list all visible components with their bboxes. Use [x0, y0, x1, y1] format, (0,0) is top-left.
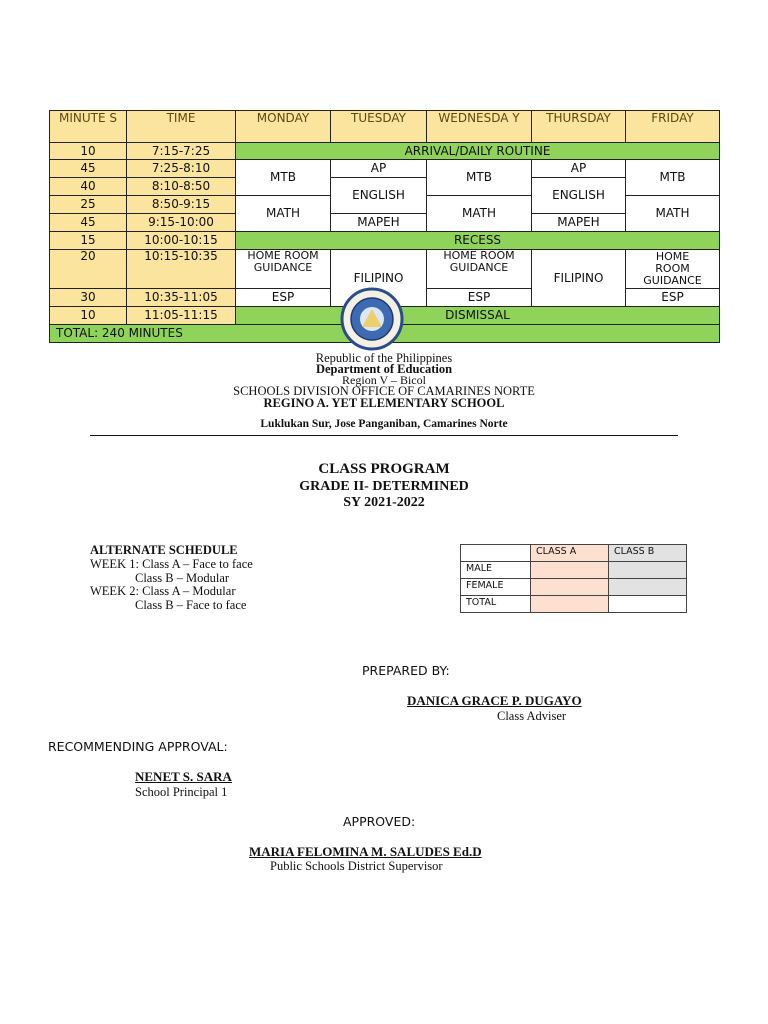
- schedule-header-row: [50, 111, 720, 143]
- adviser-name: DANICA GRACE P. DUGAYO: [407, 693, 582, 708]
- approved-label: APPROVED:: [343, 814, 416, 829]
- female-class-a-cell: [531, 579, 609, 596]
- grade-section: GRADE II- DETERMINED: [299, 479, 469, 494]
- page-title: CLASS PROGRAM: [318, 461, 450, 477]
- recess-cell: RECESS: [236, 232, 720, 250]
- arrival-routine-cell: ARRIVAL/DAILY ROUTINE: [236, 143, 720, 160]
- header-divider: [90, 435, 678, 436]
- tuesday-filipino-cell: FILIPINO: [331, 250, 427, 307]
- minutes-cell: 45: [50, 160, 127, 178]
- tuesday-english-cell: ENGLISH: [331, 178, 427, 214]
- tuesday-mapeh-cell: MAPEH: [331, 214, 427, 232]
- minutes-cell: 40: [50, 178, 127, 196]
- table-row: [50, 143, 720, 160]
- total-label: TOTAL: [461, 596, 531, 613]
- prepared-by-label: PREPARED BY:: [362, 663, 450, 678]
- supervisor-name: MARIA FELOMINA M. SALUDES Ed.D: [249, 844, 482, 859]
- monday-esp-cell: ESP: [236, 289, 331, 307]
- male-class-a-cell: [531, 562, 609, 579]
- total-class-a-cell: [531, 596, 609, 613]
- header-minutes: MINUTE S: [50, 111, 127, 143]
- header-monday: MONDAY: [236, 111, 331, 143]
- supervisor-title: Public Schools District Supervisor: [270, 859, 443, 873]
- male-label: MALE: [461, 562, 531, 579]
- time-cell: 7:25-8:10: [127, 160, 236, 178]
- wednesday-homeroom-cell: HOME ROOM GUIDANCE: [427, 250, 532, 289]
- friday-mtb-cell: MTB: [626, 160, 720, 196]
- female-class-b-cell: [609, 579, 687, 596]
- alternate-line: WEEK 2: Class A – Modular: [90, 584, 236, 598]
- minutes-cell: 10: [50, 307, 127, 325]
- school-name: REGINO A. YET ELEMENTARY SCHOOL: [263, 396, 505, 410]
- table-row: [50, 250, 720, 289]
- friday-math-cell: MATH: [626, 196, 720, 232]
- monday-homeroom-cell: HOME ROOM GUIDANCE: [236, 250, 331, 289]
- monday-mtb-cell: MTB: [236, 160, 331, 196]
- table-row: [50, 178, 720, 196]
- alternate-line: WEEK 1: Class A – Face to face: [90, 557, 253, 571]
- time-cell: 8:10-8:50: [127, 178, 236, 196]
- tuesday-ap-cell: AP: [331, 160, 427, 178]
- header-tuesday: TUESDAY: [331, 111, 427, 143]
- minutes-cell: 10: [50, 143, 127, 160]
- header-time: TIME: [127, 111, 236, 143]
- header-friday: FRIDAY: [626, 111, 720, 143]
- time-cell: 10:15-10:35: [127, 250, 236, 289]
- table-row: [461, 596, 687, 613]
- friday-homeroom-cell: HOME ROOM GUIDANCE: [626, 250, 720, 289]
- enrollment-table: [460, 544, 687, 613]
- wednesday-esp-cell: ESP: [427, 289, 532, 307]
- class-a-header: CLASS A: [531, 545, 609, 562]
- wednesday-math-cell: MATH: [427, 196, 532, 232]
- minutes-cell: 30: [50, 289, 127, 307]
- header-thursday: THURSDAY: [532, 111, 626, 143]
- thursday-filipino-cell: FILIPINO: [532, 250, 626, 307]
- table-row: [461, 562, 687, 579]
- thursday-mapeh-cell: MAPEH: [532, 214, 626, 232]
- school-address: Luklukan Sur, Jose Panganiban, Camarines Norte: [260, 418, 508, 430]
- total-minutes-cell: TOTAL: 240 MINUTES: [50, 325, 720, 343]
- header-wednesday: WEDNESDA Y: [427, 111, 532, 143]
- time-cell: 11:05-11:15: [127, 307, 236, 325]
- time-cell: 8:50-9:15: [127, 196, 236, 214]
- minutes-cell: 15: [50, 232, 127, 250]
- total-class-b-cell: [609, 596, 687, 613]
- recommending-approval-label: RECOMMENDING APPROVAL:: [48, 739, 228, 754]
- table-row: [461, 579, 687, 596]
- department-text: Department of Education: [315, 362, 453, 376]
- alternate-line: Class B – Face to face: [135, 598, 247, 612]
- minutes-cell: 25: [50, 196, 127, 214]
- time-cell: 10:35-11:05: [127, 289, 236, 307]
- female-label: FEMALE: [461, 579, 531, 596]
- wednesday-mtb-cell: MTB: [427, 160, 532, 196]
- time-cell: 10:00-10:15: [127, 232, 236, 250]
- principal-title: School Principal 1: [135, 785, 228, 799]
- table-row: [50, 214, 720, 232]
- dismissal-cell: DISMISSAL: [236, 307, 720, 325]
- minutes-cell: 20: [50, 250, 127, 289]
- friday-esp-cell: ESP: [626, 289, 720, 307]
- table-row: [461, 545, 687, 562]
- republic-text: Republic of the Philippines: [315, 351, 453, 365]
- division-text: SCHOOLS DIVISION OFFICE OF CAMARINES NORTE: [233, 384, 535, 398]
- minutes-cell: 45: [50, 214, 127, 232]
- school-year: SY 2021-2022: [343, 495, 425, 510]
- adviser-title: Class Adviser: [497, 709, 567, 723]
- region-text: Region V – Bicol: [342, 373, 426, 387]
- alternate-schedule-heading: ALTERNATE SCHEDULE: [90, 543, 238, 557]
- male-class-b-cell: [609, 562, 687, 579]
- table-row: [50, 160, 720, 178]
- time-cell: 7:15-7:25: [127, 143, 236, 160]
- enrollment-corner-cell: [461, 545, 531, 562]
- thursday-ap-cell: AP: [532, 160, 626, 178]
- table-row: [50, 232, 720, 250]
- monday-math-cell: MATH: [236, 196, 331, 232]
- principal-name: NENET S. SARA: [135, 769, 232, 784]
- class-b-header: CLASS B: [609, 545, 687, 562]
- deped-seal-icon: [340, 287, 404, 351]
- thursday-english-cell: ENGLISH: [532, 178, 626, 214]
- time-cell: 9:15-10:00: [127, 214, 236, 232]
- alternate-line: Class B – Modular: [135, 571, 230, 585]
